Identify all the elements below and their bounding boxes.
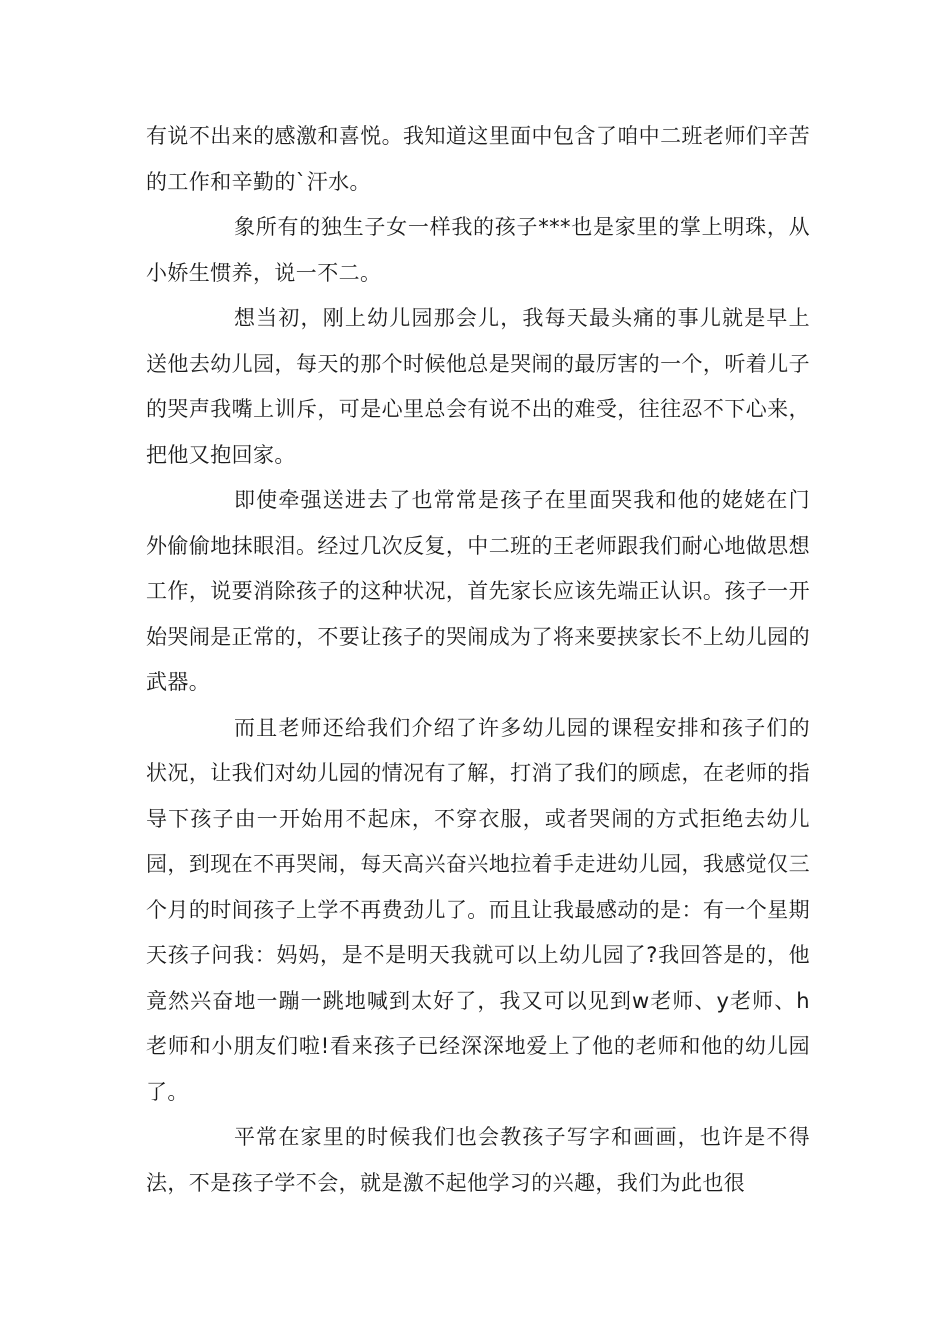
paragraph-1: 有说不出来的感激和喜悦。我知道这里面中包含了咱中二班老师们辛苦的工作和辛勤的`汗水。 <box>146 124 810 194</box>
paragraph-3: 想当初，刚上幼儿园那会儿，我每天最头痛的事儿就是早上送他去幼儿园，每天的那个时候他总是哭闹的最厉害的一个，听着儿子的哭声我嘴上训斥，可是心里总会有说不出的难受，往往忍不下心来，把他又抱回家。 <box>146 306 810 467</box>
paragraph-2: 象所有的独生子女一样我的孩子***也是家里的掌上明珠，从小娇生惯养，说一不二。 <box>146 215 810 285</box>
paragraph-5: 而且老师还给我们介绍了许多幼儿园的课程安排和孩子们的状况，让我们对幼儿园的情况有了解，打消了我们的顾虑，在老师的指导下孩子由一开始用不起床，不穿衣服，或者哭闹的方式拒绝去幼儿园，到现在不再哭闹，每天高兴奋兴地拉着手走进幼儿园，我感觉仅三个月的时间孩子上学不再费劲儿了。而且让我最感动的是：有一个星期天孩子问我：妈妈，是不是明天我就可以上幼儿园了?我回答是的，他竟然兴奋地一蹦一跳地喊到太好了，我又可以见到w老师、y老师、h老师和小朋友们啦!看来孩子已经深深地爱上了他的老师和他的幼儿园了。 <box>146 715 810 1104</box>
paragraph-4: 即使牵强送进去了也常常是孩子在里面哭我和他的姥姥在门外偷偷地抹眼泪。经过几次反复，中二班的王老师跟我们耐心地做思想工作，说要消除孩子的这种状况，首先家长应该先端正认识。孩子一开始哭闹是正常的，不要让孩子的哭闹成为了将来要挟家长不上幼儿园的武器。 <box>146 488 810 694</box>
paragraph-6: 平常在家里的时候我们也会教孩子写字和画画，也许是不得法，不是孩子学不会，就是激不起他学习的兴趣，我们为此也很 <box>146 1125 810 1195</box>
document-body <box>146 114 810 1206</box>
